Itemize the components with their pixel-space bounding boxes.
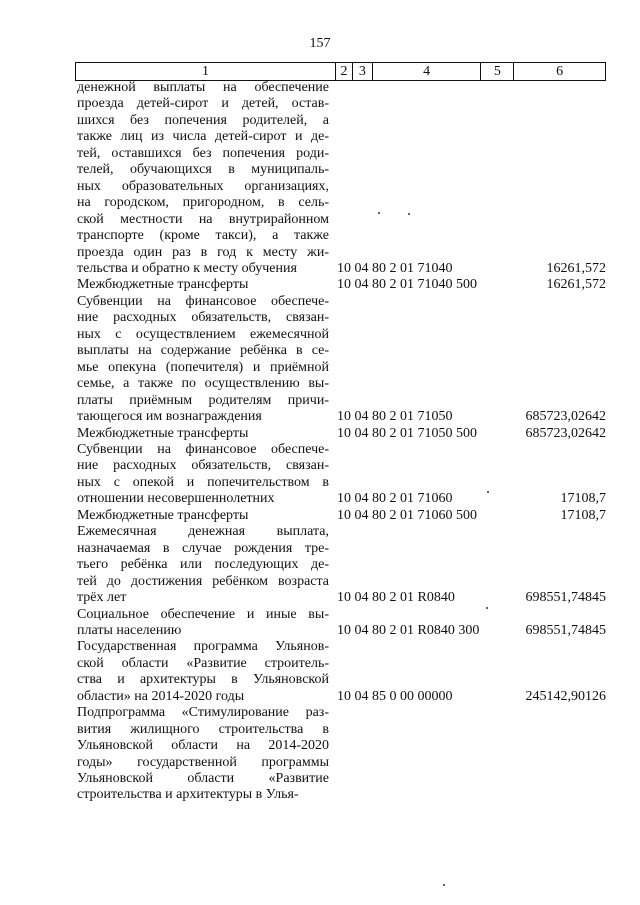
row-classification-code: 10 04 80 2 01 R0840 300 (337, 622, 480, 638)
description-line: Государственная программа Ульянов- (77, 639, 329, 655)
description-line: ской области «Развитие строитель- (77, 655, 329, 671)
description-line: тающегося им вознаграждения (77, 409, 262, 425)
row-description (77, 524, 329, 606)
row-description (77, 277, 329, 293)
row-amount: 16261,572 (546, 260, 606, 276)
description-line: ных образовательных организациях, (77, 178, 329, 194)
header-col-1: 1 (76, 63, 336, 80)
row-amount: 685723,02642 (525, 409, 606, 425)
description-line: годы» государственной программы (77, 754, 329, 770)
page-number: 157 (309, 36, 331, 51)
table-row (77, 80, 606, 277)
row-classification-code: 10 04 85 0 00 00000 (337, 688, 453, 704)
scan-speck (443, 884, 445, 886)
description-line: денежной выплаты на обеспечение (77, 80, 329, 95)
row-classification-code: 10 04 80 2 01 71050 500 (337, 425, 477, 441)
description-line: проезда один раз в год к месту жи- (77, 244, 329, 260)
description-line: ства и архитектуры в Ульяновской (77, 672, 329, 688)
description-line: строительства и архитектуры в Улья- (77, 787, 299, 803)
description-line: ных с осуществлением ежемесячной (77, 326, 329, 342)
row-description (77, 508, 329, 524)
description-line: ние расходных обязательств, связан- (77, 310, 329, 326)
row-classification-code: 10 04 80 2 01 R0840 (337, 590, 455, 606)
row-classification-code: 10 04 80 2 01 71040 (337, 260, 453, 276)
description-line: платы приёмным родителям причи- (77, 392, 329, 408)
row-description (77, 705, 329, 804)
description-line: ных с опекой и попечительством в (77, 474, 329, 490)
budget-table-body (77, 80, 606, 804)
description-line: области» на 2014-2020 годы (77, 688, 245, 704)
row-description (77, 426, 329, 442)
row-classification-code: 10 04 80 2 01 71060 500 (337, 507, 477, 523)
description-line: выплаты на содержание ребёнка в се- (77, 343, 329, 359)
description-line: также лиц из числа детей-сирот и де- (77, 129, 329, 145)
description-line: вития жилищного строительства в (77, 721, 329, 737)
row-classification-code: 10 04 80 2 01 71040 500 (337, 277, 477, 293)
description-line: назначаемая в случае рождения тре- (77, 540, 329, 556)
description-line: Ежемесячная денежная выплата, (77, 524, 329, 540)
row-description (77, 442, 329, 508)
row-description (77, 639, 329, 705)
scan-speck (486, 607, 488, 609)
description-line: транспорте (кроме такси), а также (77, 228, 329, 244)
table-row (77, 639, 606, 705)
header-col-4: 4 (373, 63, 482, 80)
description-line: Межбюджетные трансферты (77, 425, 249, 441)
table-header (75, 62, 606, 81)
row-description (77, 294, 329, 426)
row-amount: 17108,7 (560, 491, 606, 507)
description-line: Подпрограмма «Стимулирование раз- (77, 705, 329, 721)
description-line: тей, оставшихся без попечения роди- (77, 145, 329, 161)
header-col-6: 6 (556, 64, 564, 79)
row-amount: 245142,90126 (525, 688, 606, 704)
description-line: на городском, пригородном, в сель- (77, 195, 329, 211)
description-line: отношении несовершеннолетних (77, 491, 275, 507)
description-line: проезда детей-сирот и детей, остав- (77, 96, 329, 112)
description-line: Межбюджетные трансферты (77, 277, 249, 293)
table-row (77, 426, 606, 442)
description-line: Межбюджетные трансферты (77, 507, 249, 523)
table-row (77, 294, 606, 426)
row-description (77, 607, 329, 640)
scan-speck (408, 213, 410, 215)
table-row (77, 277, 606, 293)
description-line: мье опекуна (попечителя) и приёмной (77, 359, 329, 375)
description-line: тьего ребёнка или последующих де- (77, 557, 329, 573)
description-line: ние расходных обязательств, связан- (77, 458, 329, 474)
row-description (77, 80, 329, 277)
table-row (77, 442, 606, 508)
table-row (77, 705, 606, 804)
description-line: тельства и обратно к месту обучения (77, 260, 297, 276)
description-line: Субвенции на финансовое обеспече- (77, 293, 329, 309)
description-line: тей до достижения ребёнком возраста (77, 573, 329, 589)
description-line: платы населению (77, 622, 182, 638)
description-line: Социальное обеспечение и иные вы- (77, 606, 329, 622)
scan-speck (378, 212, 380, 214)
description-line: Ульяновской области «Развитие (77, 771, 329, 787)
header-col-3: 3 (353, 63, 373, 80)
description-line: шихся без попечения родителей, а (77, 112, 329, 128)
row-classification-code: 10 04 80 2 01 71050 (337, 409, 453, 425)
description-line: Ульяновской области на 2014-2020 (77, 738, 329, 754)
row-amount: 17108,7 (560, 507, 606, 523)
header-col-2: 2 (336, 63, 353, 80)
header-col-5: 5 (481, 63, 514, 80)
table-row (77, 508, 606, 524)
description-line: ской местности на внутрирайонном (77, 211, 329, 227)
row-amount: 698551,74845 (525, 590, 606, 606)
description-line: трёх лет (77, 590, 127, 606)
description-line: Субвенции на финансовое обеспече- (77, 441, 329, 457)
description-line: телей, обучающихся в муниципаль- (77, 162, 329, 178)
table-row (77, 607, 606, 640)
row-amount: 698551,74845 (525, 622, 606, 638)
table-row (77, 524, 606, 606)
description-line: семье, а также по осуществлению вы- (77, 376, 329, 392)
row-amount: 685723,02642 (525, 425, 606, 441)
row-amount: 16261,572 (546, 277, 606, 293)
scan-speck (487, 491, 489, 493)
row-classification-code: 10 04 80 2 01 71060 (337, 491, 453, 507)
